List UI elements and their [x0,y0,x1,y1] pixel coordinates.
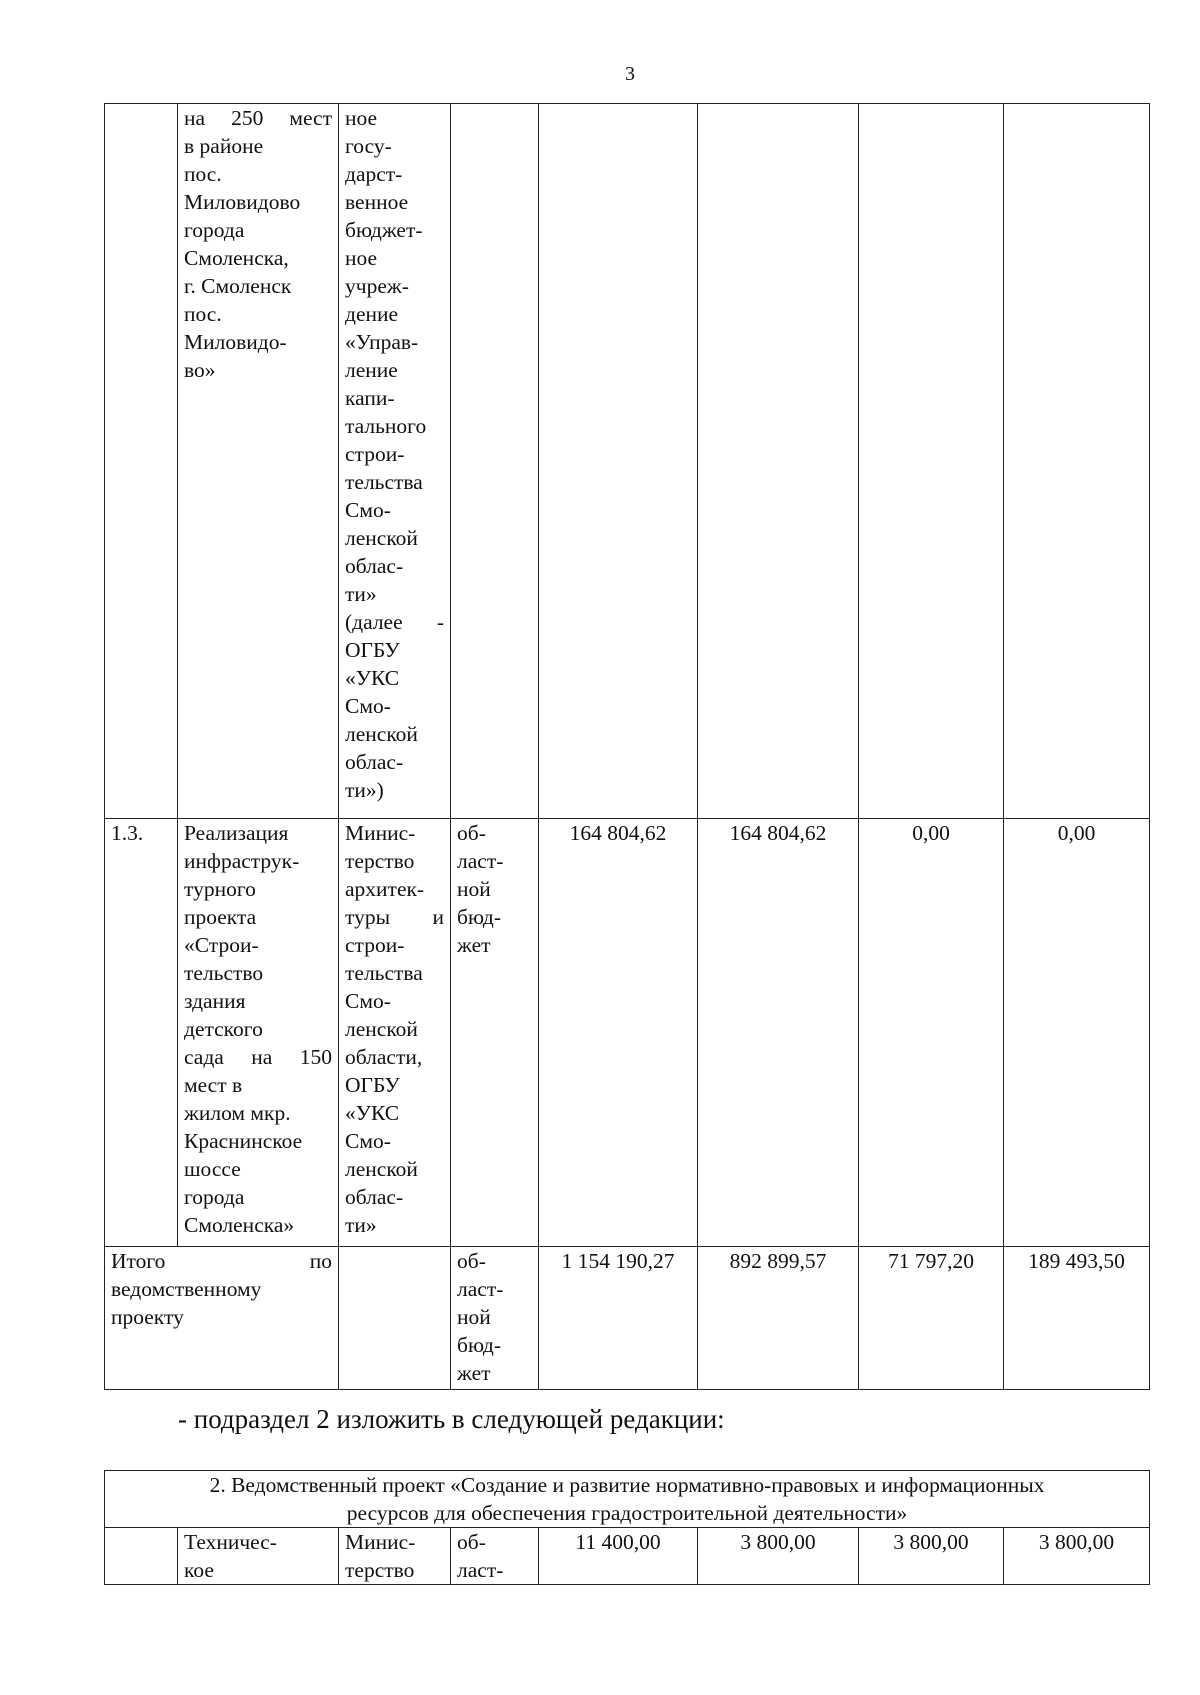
year1-amount-cell [698,104,859,819]
cell-line: Краснинское [184,1129,303,1153]
cell-line: Смо- [345,498,391,522]
cell-line: Смо- [345,989,391,1013]
cell-line: Реализация [184,821,289,845]
cell-line: ленской [345,722,418,746]
funding-source-cell [451,819,539,1247]
cell-line: учреж- [345,274,409,298]
cell-line: жилом мкр. [184,1101,291,1125]
amendment-instruction: - подраздел 2 изложить в следующей редакции: [178,1404,725,1434]
cell-line: госу- [345,134,392,158]
cell-line: капи- [345,386,395,410]
cell-line: ласт- [457,1558,504,1582]
cell-line: проекту [111,1305,184,1329]
cell-line: ОГБУ [345,638,400,662]
section-heading [105,1471,1150,1528]
cell-line: ти») [345,778,384,802]
cell-line: турного [184,877,256,901]
cell-line: пос. [184,162,222,186]
year3-amount-cell [1004,104,1150,819]
cell-line: Миловидово [184,190,301,214]
cell-line: ное [345,106,378,130]
cell-line: бюд- [457,905,502,929]
cell-line: ресурсов для обеспечения градостроительной деятельности» [346,1501,908,1525]
project-name-cell [178,819,339,1247]
total-row [105,1247,1150,1390]
cell-line: ОГБУ [345,1073,400,1097]
cell-line: детского [184,1017,263,1041]
funding-source-cell [451,1528,539,1585]
cell-line: города [184,1185,245,1209]
cell-line: Минис- [345,821,416,845]
year1-amount-cell: 3 800,00 [698,1528,859,1585]
cell-line: дение [345,302,399,326]
executor-cell [339,104,451,819]
year3-amount-cell: 189 493,50 [1004,1247,1150,1390]
cell-line: области, [345,1045,423,1069]
year2-amount-cell: 71 797,20 [859,1247,1004,1390]
cell-line: г. Смоленск [184,274,292,298]
cell-line: терство [345,1558,415,1582]
cell-line: пос. [184,302,222,326]
cell-line: тельство [184,961,264,985]
cell-line: тального [345,414,427,438]
cell-line: жет [457,933,491,957]
cell-line: ти» [345,582,377,606]
cell-line: Смо- [345,694,391,718]
cell-line: Смоленска, [184,246,289,270]
cell-line: города [184,218,245,242]
cell-line: в районе [184,134,264,158]
cell-line: Миловидо- [184,330,287,354]
row-number-cell: 1.3. [105,819,178,1247]
row-number-cell [105,1528,178,1585]
funding-source-cell [451,1247,539,1390]
row-number-cell [105,104,178,819]
year2-amount-cell [859,104,1004,819]
executor-cell [339,1528,451,1585]
cell-line: тельства [345,470,423,494]
cell-line: бюд- [457,1333,502,1357]
total-amount-cell: 11 400,00 [539,1528,698,1585]
executor-cell [339,1247,451,1390]
cell-line: «Управ- [345,330,419,354]
cell-line: проекта [184,905,257,929]
cell-line: «УКС [345,1101,400,1125]
cell-line: ление [345,358,398,382]
total-amount-cell: 1 154 190,27 [539,1247,698,1390]
cell-line: ленской [345,1017,418,1041]
cell-line: мест в [184,1073,243,1097]
cell-line: строи- [345,442,405,466]
year2-amount-cell: 3 800,00 [859,1528,1004,1585]
cell-line: ти» [345,1213,377,1237]
funding-source-cell [451,104,539,819]
cell-line: бюджет- [345,218,423,242]
cell-line: ленской [345,526,418,550]
year3-amount-cell: 3 800,00 [1004,1528,1150,1585]
table-row [105,1528,1150,1585]
cell-line: облас- [345,1185,404,1209]
total-amount-cell [539,104,698,819]
cell-line: архитек- [345,877,425,901]
cell-line: «УКС [345,666,400,690]
table-row [105,819,1150,1247]
cell-line: ное [345,246,378,270]
cell-line: здания [184,989,246,1013]
cell-line: облас- [345,554,404,578]
cell-line: «Строи- [184,933,259,957]
project-name-cell [178,1528,339,1585]
cell-line: (далее - [345,610,444,634]
cell-line: на 250 мест [184,106,332,130]
funding-table [104,103,1150,1390]
cell-line: кое [184,1558,214,1582]
cell-line: об- [457,1530,486,1554]
cell-line: во» [184,358,216,382]
cell-line: шоссе [184,1157,241,1181]
cell-line: тельства [345,961,423,985]
cell-line: ласт- [457,849,504,873]
cell-line: ной [457,877,491,901]
cell-line: Смоленска» [184,1213,295,1237]
cell-line: 2. Ведомственный проект «Создание и развитие нормативно-правовых и информационных [209,1473,1045,1497]
cell-line: строи- [345,933,405,957]
cell-line: инфраструк- [184,849,300,873]
cell-line: Итого по [111,1249,332,1273]
executor-cell [339,819,451,1247]
cell-line: об- [457,1249,486,1273]
cell-line: ведомственному [111,1277,262,1301]
page-number: 3 [625,63,635,85]
cell-line: сада на 150 [184,1045,332,1069]
cell-line: венное [345,190,409,214]
cell-line: ной [457,1305,491,1329]
cell-line: ласт- [457,1277,504,1301]
section-heading-row [105,1471,1150,1528]
cell-line: дарст- [345,162,403,186]
cell-line: туры и [345,905,444,929]
year1-amount-cell: 164 804,62 [698,819,859,1247]
cell-line: облас- [345,750,404,774]
total-amount-cell: 164 804,62 [539,819,698,1247]
year1-amount-cell: 892 899,57 [698,1247,859,1390]
cell-line: об- [457,821,486,845]
total-label-cell [105,1247,339,1390]
cell-line: Минис- [345,1530,416,1554]
cell-line: ленской [345,1157,418,1181]
table-row [105,104,1150,819]
cell-line: Смо- [345,1129,391,1153]
year2-amount-cell: 0,00 [859,819,1004,1247]
cell-line: жет [457,1361,491,1385]
cell-line: Техничес- [184,1530,277,1554]
project-name-cell [178,104,339,819]
subsection2-table [104,1470,1150,1585]
year3-amount-cell: 0,00 [1004,819,1150,1247]
cell-line: терство [345,849,415,873]
